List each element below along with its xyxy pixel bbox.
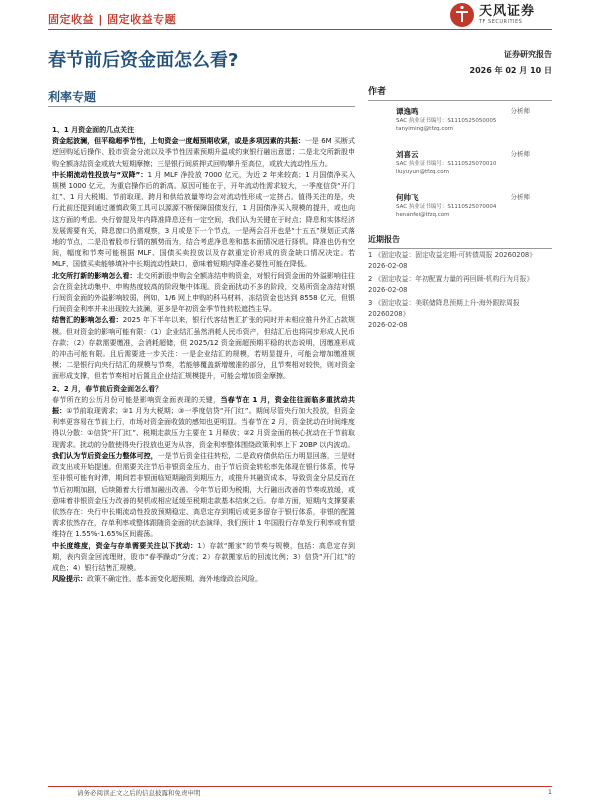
section-label: 利率专题 xyxy=(48,90,97,104)
bold-lead: 当春节在 1 月，资金往往面临多重扰动共振： xyxy=(52,395,355,416)
bold-lead: 中长期流动性投放与“双降”： xyxy=(52,170,148,179)
recent-report-date: 2026-02-08 xyxy=(368,262,408,270)
analyst-role: 分析师 xyxy=(510,150,530,158)
paragraph-text: 1 月 MLF 净投放 7000 亿元，为近 2 年来较高；1 月国债净买入规模 1000 亿元，为重启操作后的新高。原因可能在于，开年流动性需求较大，一季度信贷“开门红”、1 月大税期、节前取现、跨月和供给放量等均会对流动性形成一定挤占。值得关注的是，央行此前还提到通过谨慎政策工具可以源源不断保障国债发行，1 月国债净买入规模的提升，或也向这方面的考虑。央行曾提及年内降准降息还有一定空间，我们认为关键在于时点；降息和实体经济发展需要有关，降息窗口仍需观察，3 月或是下一个节点，一是两会召开也是“十五五”规划正式落地的节点，二是沿着股市行情的额势而为，结合考虑净息差和基本面情况进行择机。降准也仍有空间，幅度和节奏可能根据 MLF、国债买卖投放以及存款重定价形成的资金缺口情况决定。若 MLF、国债买卖能够填补中长期流动性缺口，意味着短期内降准必要性可能在降低。 xyxy=(52,170,355,269)
paragraph-text: 北交所新股申购会全额冻结申购资金，对银行间资金面的外溢影响往往会在资金扰动集中、申购热度较高的阶段集中体现。资金面扰动不多的阶段，交易所资金冻结对银行间资金面的外溢影响较弱，例如，1/6 网上申购的科马材料，冻结资金也达到 8558 亿元，但银行间资金利率并未出现较大波澜，更多是年初资金季节性转松遮挡主导。 xyxy=(52,271,356,314)
analyst-card xyxy=(368,106,552,144)
page-title: 春节前后资金面怎么看? xyxy=(48,50,239,71)
paragraph-text: 一是节后资金往往转松，二是政府债供给压力明显回落，三是财政支出或开始提速。但需要关注节后非银资金压力，由于节后资金转松率先体现在银行体系，传导至非银可能有时滞，期间若非银面临短期融资到期压力，或推升其融资成本，导致资金分层反而在节后初期加剧，后续随着大行增加融出改善。今年节后即为税期，大行融出改善的节奏或放缓，或意味着非银资金压力改善的契机或相应延缓至税期走款基本结束之后。存单方面，短期内支撑要素依然存在：央行中长期流动性投放预期稳定、高息定存到期后或更多留存于银行体系，非银的配置需求依然存在，存单利率或整体跟随资金面的状态演绎，我们预计 1 年国股行存单发行利率或有望维持在 1.55%-1.65%区间震荡。 xyxy=(52,451,356,539)
recent-reports-title: 近期报告 xyxy=(368,234,552,249)
bold-lead: 北交所打新的影响怎么看： xyxy=(52,271,137,280)
paragraph xyxy=(52,395,355,451)
paragraph-text: 春节所在的公历月份可能是影响资金面表现的关键， xyxy=(52,395,221,404)
heading-2: 2、2 月，春节前后资金面怎么看？ xyxy=(52,384,163,393)
logo-en: TF SECURITIES xyxy=(479,19,523,25)
section-divider xyxy=(48,106,355,107)
recent-report-text[interactable]: 3 《固定收益：美联储降息预期上升-海外跟踪周报 20260208》 xyxy=(368,299,520,318)
paragraph xyxy=(52,451,355,541)
analyst-license: SAC 执业证书编号：S1110525050005 xyxy=(396,118,497,124)
analyst-name: 何帅飞 xyxy=(396,193,419,202)
recent-report-date: 2026-02-08 xyxy=(368,286,408,294)
authors-title: 作者 xyxy=(368,84,552,101)
analyst-email[interactable]: henanfei@tfzq.com xyxy=(396,212,450,218)
paragraph xyxy=(52,170,355,271)
analyst-card xyxy=(368,149,552,187)
paragraph-text: ①节前取现需求；②1 月为大税期；③一季度信贷“开门红”。期间尽管央行加大投放，但资金利率更容易在节前上行，市场对资金面收敛的感知也更明显。当春节在 2 月，资金扰动在时间维度得以分散：①信贷“开门红”、税期走款压力主要在 1 月释放；②2 月资金面的核心扰动在于节前取现需求。扰动的分散使得央行投放也更为从容，资金利率整体围绕政策利率上下 20BP 以内波动。 xyxy=(52,407,355,449)
bold-lead: 结售汇的影响怎么看： xyxy=(52,316,123,325)
analyst-card xyxy=(368,192,552,230)
paragraph xyxy=(52,315,355,382)
paragraph-text: 2025 年下半年以来，银行代客结售汇扩张的同时并未相应推升外汇占款规模。但对资金的影响可能有限：（1）企业结汇虽然消耗人民币资产，但结汇后也将同步形成人民币存款；（2）存款需要缴准，会消耗超储，但 2025/12 资金面超预期平稳的状态说明，因缴准形成的冲击可能有限。且后需要进一步关注：一是企业结汇的规模，若明显提升，可能会增加缴准规模；二是银行向央行结汇的规模与节奏，若能够覆盖新增缴准的部分，且节奏相对较快，则对资金面形成支撑，但若节奏相对后置且企业结汇规模提升，可能会增加资金摩擦。 xyxy=(52,316,356,381)
paragraph xyxy=(52,136,355,170)
paragraph xyxy=(52,541,355,575)
header-category: 固定收益 | 固定收益专题 xyxy=(48,13,177,26)
recent-reports-list xyxy=(368,250,552,333)
recent-report-item[interactable] xyxy=(368,250,552,272)
paragraph-text: 政策不确定性、基本面变化超预期、海外地缘政治风险。 xyxy=(87,575,262,584)
report-type: 证券研究报告 xyxy=(504,50,552,59)
page-number: 1 xyxy=(547,788,552,796)
analyst-role: 分析师 xyxy=(510,107,530,115)
recent-report-text[interactable]: 1 《固定收益：固定收益定期-可转债周报 20260208》 xyxy=(368,251,537,259)
bold-lead: 风险提示： xyxy=(52,575,87,584)
report-date: 2026 年 02 月 10 日 xyxy=(469,66,552,75)
logo-icon xyxy=(449,2,475,28)
analyst-license: SAC 执业证书编号：S1110525070010 xyxy=(396,161,497,167)
analyst-role: 分析师 xyxy=(510,193,530,201)
paragraph xyxy=(52,271,355,316)
company-logo xyxy=(449,2,552,28)
recent-report-date: 2026-02-08 xyxy=(368,321,408,329)
analyst-name: 谭逸鸣 xyxy=(396,107,419,116)
main-content xyxy=(52,124,355,585)
analyst-email[interactable]: tanyiming@tfzq.com xyxy=(396,126,454,132)
logo-cn: 天风证券 xyxy=(479,4,536,19)
bold-lead: 中长度维度，资金与存单需要关注以下扰动： xyxy=(52,541,198,550)
footer-divider xyxy=(48,786,552,787)
recent-report-item[interactable] xyxy=(368,274,552,296)
paragraph-text: 1）存款“搬家”的节奏与规模，包括：高息定存到期，表内资金回流理财，股市“春季躁动”分流；2）存款搬家后的回流比例；3）信贷“开门红”的成色；4）银行结售汇规模。 xyxy=(52,541,355,572)
analyst-email[interactable]: liuyuyun@tfzq.com xyxy=(396,169,449,175)
header-divider xyxy=(48,29,552,30)
bold-lead: 资金起波澜，但平稳超季节性，上旬资金一度超预期收紧，或是多项因素的共振： xyxy=(52,137,305,146)
footer-disclaimer: 请务必阅读正文之后的信息披露和免责申明 xyxy=(77,789,201,797)
heading-1: 1、1 月资金面的几点关注 xyxy=(52,126,135,134)
recent-report-text[interactable]: 2 《固定收益：年初配置力量的再回顾-机构行为月报》 xyxy=(368,275,534,283)
bold-lead: 我们认为节后资金压力整体可控， xyxy=(52,451,158,460)
authors-panel xyxy=(368,84,552,230)
paragraph-text: 一是 6M 买断式逆回购延后操作、股市资金分流以及季节性因素预期升温或约束银行融出意愿；二是北交所新股申购全额冻结资金或放大短期摩擦；三是银行间质押式回购攀升至高位，或放大流动性压力。 xyxy=(52,137,355,168)
analyst-license: SAC 执业证书编号：S1110525070004 xyxy=(396,204,497,210)
recent-report-item[interactable] xyxy=(368,298,552,331)
paragraph xyxy=(52,574,355,585)
analyst-name: 刘喜云 xyxy=(396,150,419,159)
